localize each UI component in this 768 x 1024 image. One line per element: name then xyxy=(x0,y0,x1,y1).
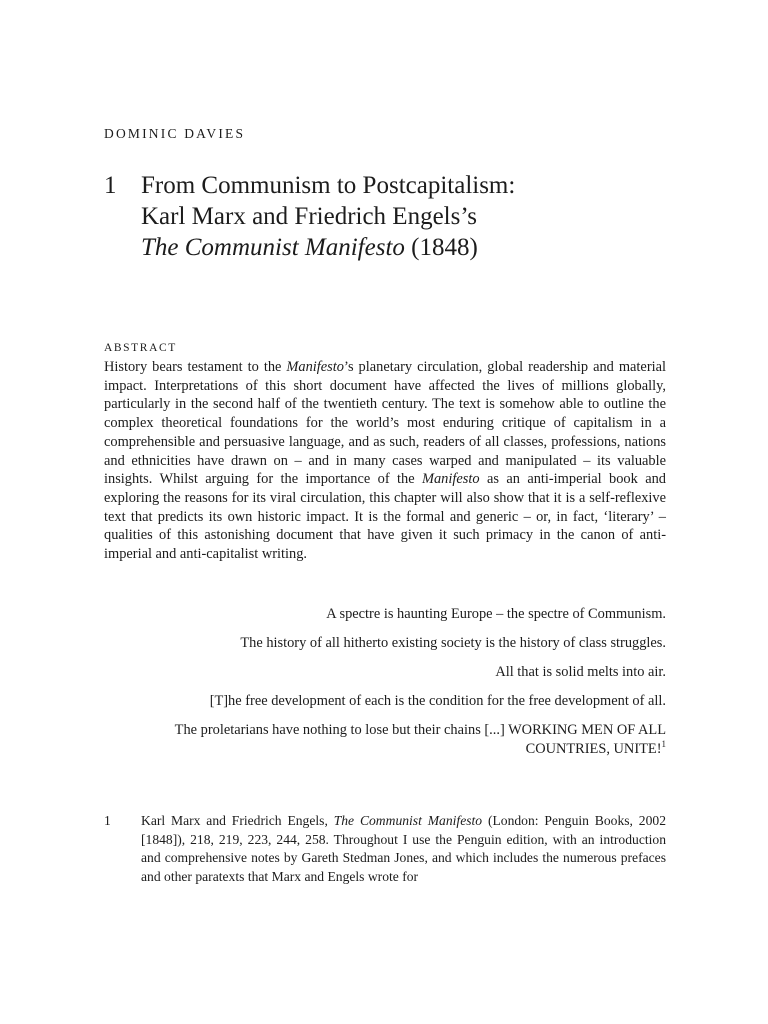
footnote-text xyxy=(141,812,666,886)
footnote-number: 1 xyxy=(104,813,111,828)
author-name: DOMINIC DAVIES xyxy=(104,126,246,141)
abstract-segment-2: ’s planetary circulation, global readership and material impact. Interpretations of this short document have affected the lives of millions globally, particularly in the second half of the twentieth century. The text is somehow able to outline the complex theoretical foundations for the world’s most enduring critique of capitalism in a comprehensible and persuasive language, and as such, readers of all classes, professions, nations and ethnicities have drawn on – and in many cases warped and manipulated – its valuable insights. Whilst arguing for the importance of the xyxy=(104,359,666,488)
chapter-title-line-1: From Communism to Postcapitalism: xyxy=(141,172,516,199)
abstract-italic-1: Manifesto xyxy=(286,359,344,375)
abstract-italic-2: Manifesto xyxy=(422,471,480,488)
footnote-text-before: Karl Marx and Friedrich Engels, xyxy=(141,813,334,828)
epigraph-quote: A spectre is haunting Europe – the spectre of Communism. xyxy=(326,606,666,622)
chapter-number: 1 xyxy=(104,172,117,199)
epigraph-quote: The history of all hitherto existing society is the history of class struggles. xyxy=(240,635,666,651)
chapter-title-line-2: Karl Marx and Friedrich Engels’s xyxy=(141,203,478,230)
chapter-title-line-3 xyxy=(141,232,701,263)
epigraph-quote: All that is solid melts into air. xyxy=(495,664,666,680)
epigraph-quote-last xyxy=(134,721,666,758)
footnote-title: The Communist Manifesto xyxy=(333,813,483,828)
chapter-title xyxy=(141,170,701,263)
footnote-marker: 1 xyxy=(661,738,666,749)
epigraph-block xyxy=(104,605,666,769)
epigraph-quote-text: The proletarians have nothing to lose but their chains [...] WORKING MEN OF ALL COUNTRIES, UNITE! xyxy=(174,722,666,757)
footnote-text-after: (London: Penguin Books, 2002 [1848]), 218, 219, 223, 244, 258. Throughout I use the Penguin edition, with an introduction and comprehensive notes by Gareth Stedman Jones, and which includes the numerous prefaces and other paratexts that Marx and Engels wrote for xyxy=(141,813,666,884)
footnote xyxy=(104,812,666,886)
chapter-title-work: The Communist Manifesto xyxy=(141,234,405,261)
abstract-label: ABSTRACT xyxy=(104,342,177,354)
abstract-text xyxy=(104,358,666,564)
epigraph-quote: [T]he free development of each is the condition for the free development of all. xyxy=(209,693,666,709)
chapter-title-year: (1848) xyxy=(404,234,478,261)
abstract-segment-3: as an anti-imperial book and exploring the reasons for its viral circulation, this chapter will also show that it is a self-reflexive text that predicts its own historic impact. It is the formal and generic – or, in fact, ‘literary’ – qualities of this astonishing document that have given it such primacy in the canon of anti-imperial and anti-capitalist writing. xyxy=(104,471,666,563)
abstract-segment-1: History bears testament to the xyxy=(104,359,287,375)
